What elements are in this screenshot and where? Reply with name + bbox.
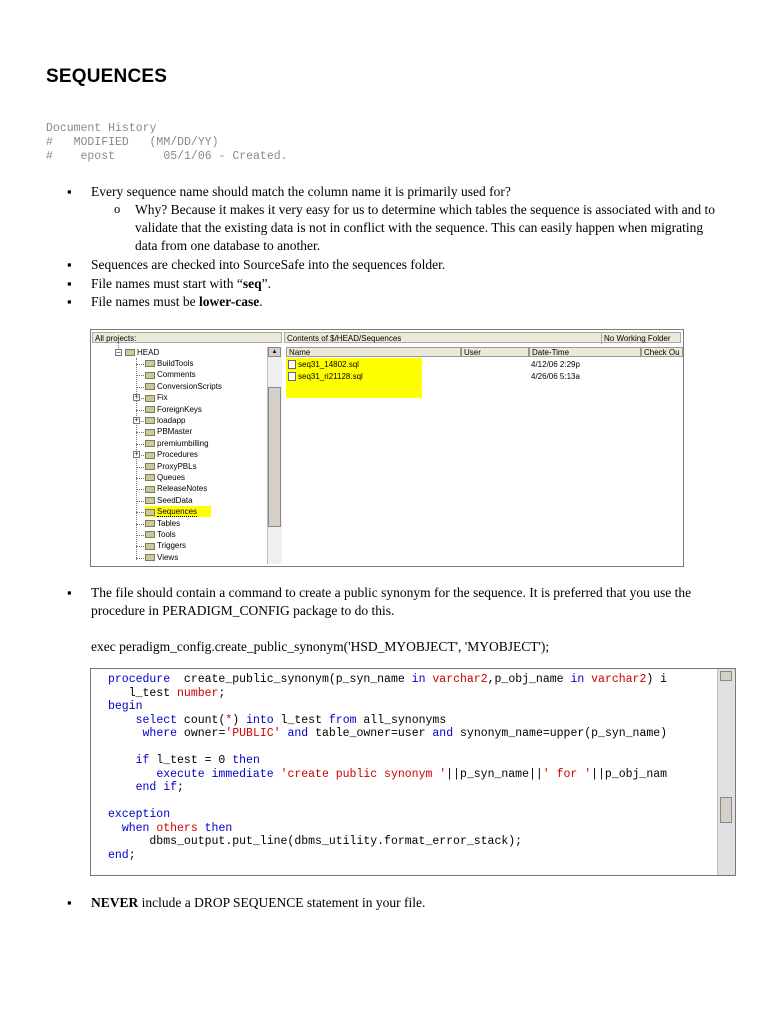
tree-item-label: SeedData <box>157 495 193 505</box>
history-line: Document History <box>46 122 157 135</box>
contents-header <box>284 332 681 343</box>
tree-item-seeddata[interactable] <box>145 495 193 506</box>
code-line: select count(*) into l_test from all_synonyms <box>135 713 447 727</box>
folder-icon <box>145 440 155 447</box>
folder-icon <box>145 417 155 424</box>
scroll-thumb[interactable] <box>720 797 732 823</box>
column-header-user[interactable]: User <box>461 347 529 357</box>
bullet-item: Sequences are checked into SourceSafe into the sequences folder. <box>91 257 446 272</box>
file-date: 4/12/06 2:29p <box>531 360 580 369</box>
code-line: exception <box>108 808 171 821</box>
folder-icon <box>145 531 155 538</box>
tree-item-label: Tables <box>157 518 181 528</box>
tree-item-label: ForeignKeys <box>157 404 202 414</box>
contents-path: Contents of $/HEAD/Sequences <box>287 334 402 343</box>
tree-item-comments[interactable] <box>145 369 196 380</box>
sourcesafe-screenshot <box>90 329 684 567</box>
tree-item-label: BuildTools <box>157 359 194 368</box>
file-row[interactable]: seq31_14802.sql <box>288 359 359 370</box>
folder-icon <box>145 395 155 402</box>
code-scrollbar[interactable] <box>717 669 735 875</box>
bullet-marker: ▪ <box>67 276 72 291</box>
code-line: if l_test = 0 then <box>135 754 260 767</box>
tree-item-label: Tools <box>157 530 176 539</box>
bullet-marker: ▪ <box>67 895 72 910</box>
tree-item-pbmaster[interactable] <box>145 426 192 437</box>
folder-icon <box>145 497 155 504</box>
tree-item-proxypbls[interactable] <box>145 461 197 472</box>
scroll-thumb[interactable] <box>268 387 281 527</box>
bullet-item: File names must start with “seq”. <box>91 276 271 291</box>
tree-item-label: Sequences <box>157 507 198 517</box>
folder-icon <box>145 474 155 481</box>
folder-icon <box>145 452 155 459</box>
file-icon <box>288 360 296 369</box>
tree-item-head[interactable]: HEAD <box>125 347 159 358</box>
tree-item-tools[interactable] <box>145 529 176 540</box>
folder-icon <box>145 520 155 527</box>
tree-item-foreignkeys[interactable] <box>145 404 202 415</box>
tree-item-sequences[interactable] <box>145 506 211 517</box>
bullet-item: File names must be lower-case. <box>91 294 263 309</box>
tree-item-label: loadapp <box>157 416 186 425</box>
collapse-icon[interactable]: – <box>116 349 121 356</box>
sub-bullet-item: Why? Because it makes it very easy for us to determine which tables the sequence is associated with and to validate that the existing data is not in conflict with the sequence. This can easily happen when migrating data from one database to another. <box>135 202 715 253</box>
folder-icon <box>145 543 155 550</box>
file-date: 4/26/06 5:13a <box>531 372 580 381</box>
file-icon <box>288 372 296 381</box>
tree-item-label: ReleaseNotes <box>157 484 208 494</box>
bullet-item: The file should contain a command to create a public synonym for the sequence. It is preferred that you use the procedure in PERADIGM_CONFIG package to do this. <box>91 585 692 618</box>
folder-icon <box>145 360 155 367</box>
column-header-date-time[interactable]: Date-Time <box>529 347 641 357</box>
tree-item-conversionscripts[interactable] <box>145 381 222 392</box>
folder-icon <box>125 349 135 356</box>
tree-item-tables[interactable] <box>145 518 180 529</box>
tree-item-label: Procedures <box>157 450 198 460</box>
folder-icon <box>145 509 155 516</box>
code-line: when others then <box>121 821 233 835</box>
history-line: # MODIFIED (MM/DD/YY) <box>46 136 219 149</box>
bullet-item: NEVER include a DROP SEQUENCE statement in your file. <box>91 895 426 910</box>
code-line: execute immediate 'create public synonym '||p_syn_name||' for '||p_obj_nam <box>156 767 668 781</box>
folder-icon <box>145 463 155 470</box>
folder-icon <box>145 486 155 493</box>
tree-item-buildtools[interactable] <box>145 358 193 369</box>
page-title: SEQUENCES <box>46 66 168 87</box>
tree-item-procedures[interactable] <box>145 449 198 460</box>
tree-item-views[interactable] <box>145 552 178 563</box>
bullet-marker: ▪ <box>67 585 72 600</box>
bullet-marker: ▪ <box>67 294 72 309</box>
tree-item-label: Triggers <box>157 541 187 551</box>
folder-icon <box>145 372 155 379</box>
expand-icon[interactable]: + <box>134 417 139 424</box>
tree-item-triggers[interactable] <box>145 540 186 551</box>
tree-item-label: premiumbilling <box>157 438 209 448</box>
tree-item-releasenotes[interactable] <box>145 483 207 494</box>
bullet-marker: ▪ <box>67 184 72 199</box>
bullet-item: Every sequence name should match the column name it is primarily used for? <box>91 184 511 199</box>
tree-item-label: Fix <box>157 393 168 403</box>
tree-item-label: Comments <box>157 370 196 380</box>
folder-icon <box>145 554 155 561</box>
history-line: # epost 05/1/06 - Created. <box>46 150 288 163</box>
code-line: dbms_output.put_line(dbms_utility.format_error_stack); <box>108 835 523 848</box>
exec-statement: exec peradigm_config.create_public_synonym('HSD_MYOBJECT', 'MYOBJECT'); <box>91 639 550 654</box>
working-folder-status: No Working Folder <box>601 333 671 344</box>
code-line: where owner='PUBLIC' and table_owner=user and synonym_name=upper(p_syn_name) <box>142 727 668 740</box>
tree-item-fix[interactable] <box>145 392 168 403</box>
tree-item-label: ProxyPBLs <box>157 461 197 471</box>
code-line: l_test number; <box>108 686 226 700</box>
bullet-marker: ▪ <box>67 257 72 272</box>
tree-scrollbar[interactable] <box>267 347 282 564</box>
expand-icon[interactable]: + <box>134 451 139 459</box>
scroll-up-arrow-icon[interactable] <box>720 671 732 681</box>
file-row[interactable]: seq31_ri21128.sql <box>288 371 363 382</box>
folder-icon <box>145 429 155 436</box>
expand-icon[interactable]: + <box>134 394 139 402</box>
code-line: begin <box>108 700 143 713</box>
sub-bullet-marker: o <box>114 202 121 216</box>
all-projects-header: All projects: <box>92 332 282 343</box>
column-header-name[interactable]: Name <box>286 347 461 357</box>
column-header-checkout[interactable]: Check Ou <box>641 347 683 357</box>
tree-item-queues[interactable] <box>145 472 185 483</box>
tree-item-label: PBMaster <box>157 427 193 437</box>
folder-icon <box>145 406 155 413</box>
code-editor <box>90 668 736 876</box>
tree-item-loadapp[interactable] <box>145 415 185 426</box>
tree-item-premiumbilling[interactable] <box>145 438 209 449</box>
code-line: end if; <box>135 781 184 794</box>
tree-item-label: Views <box>157 552 179 562</box>
code-line: procedure create_public_synonym(p_syn_name in varchar2,p_obj_name in varchar2) i <box>108 673 668 686</box>
scroll-up-arrow-icon[interactable]: ▲ <box>268 347 281 357</box>
tree-item-label: ConversionScripts <box>157 381 222 391</box>
code-line: end; <box>108 848 136 862</box>
tree-item-label: Queues <box>157 473 186 482</box>
folder-icon <box>145 383 155 390</box>
